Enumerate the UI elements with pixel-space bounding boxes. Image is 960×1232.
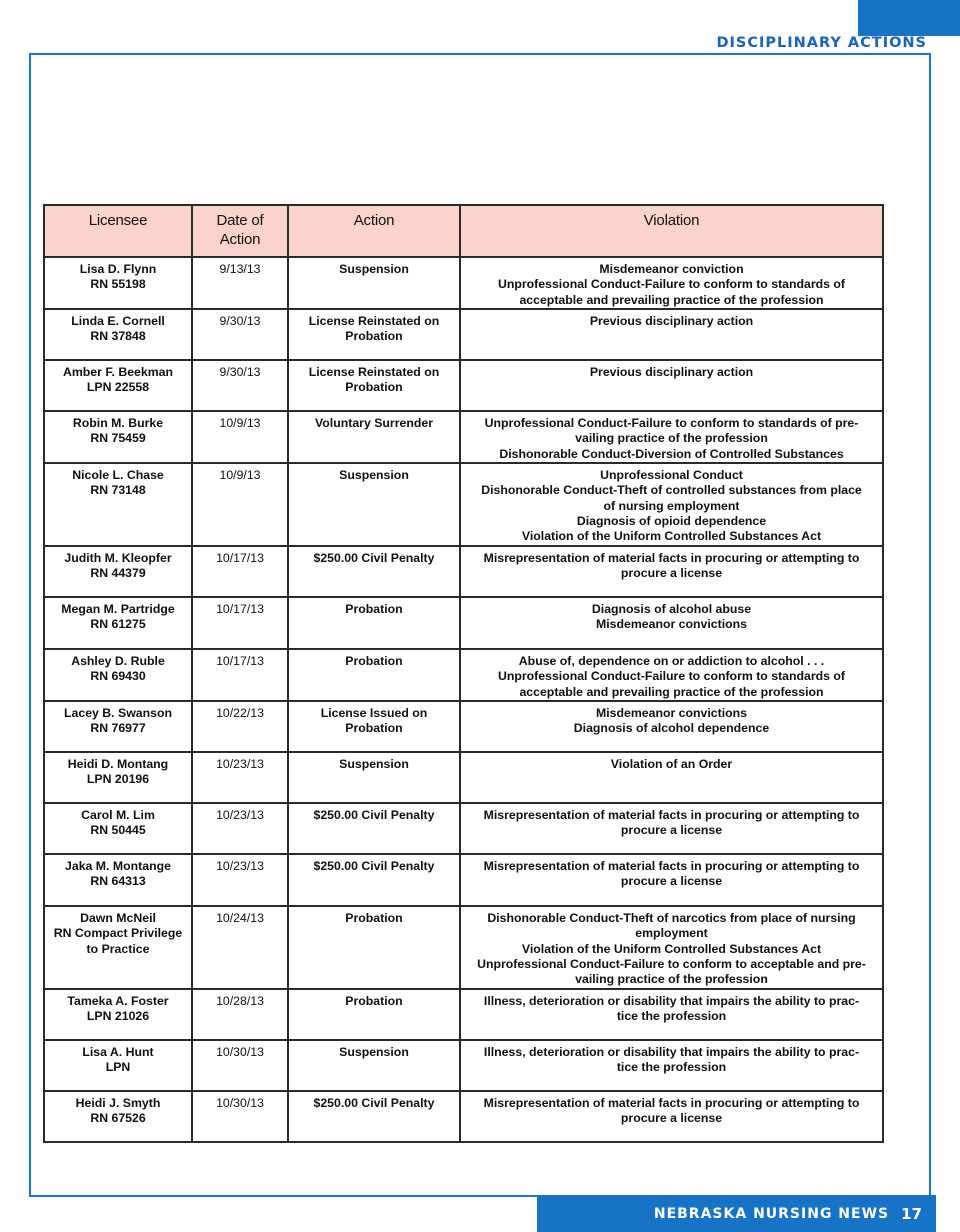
violation-cell-line: Illness, deterioration or disability that impairs the ability to prac-: [483, 1045, 860, 1059]
action-cell: [288, 701, 460, 752]
date-cell: 10/24/13: [192, 906, 288, 989]
licensee-cell-line: Dawn McNeil: [80, 911, 156, 925]
date-cell: 10/17/13: [192, 649, 288, 701]
violation-cell: [460, 360, 883, 411]
action-cell-line: $250.00 Civil Penalty: [313, 859, 435, 873]
action-cell: [288, 597, 460, 649]
table-row: [44, 597, 883, 649]
licensee-cell: [44, 411, 192, 463]
violation-cell-line: Dishonorable Conduct-Theft of controlled substances from place: [481, 483, 862, 498]
violation-cell: [460, 257, 883, 309]
table-row: [44, 854, 883, 906]
action-cell-line: Probation: [345, 602, 403, 616]
licensee-cell: [44, 463, 192, 546]
licensee-cell: [44, 360, 192, 411]
licensee-cell: [44, 257, 192, 309]
violation-cell: [460, 989, 883, 1040]
violation-cell-line: acceptable and prevailing practice of the profession: [519, 292, 824, 307]
action-cell-line: License Reinstated on: [308, 314, 440, 328]
violation-cell-line: Misrepresentation of material facts in procuring or attempting to: [483, 1096, 860, 1110]
action-cell: [288, 257, 460, 309]
violation-cell-line: Unprofessional Conduct-Failure to conform to standards of: [497, 669, 846, 684]
violation-cell-line: acceptable and prevailing practice of the profession: [519, 684, 824, 699]
action-cell-line: $250.00 Civil Penalty: [313, 1096, 435, 1110]
licensee-cell-line: to Practice: [86, 941, 150, 956]
publication-name: NEBRASKA NURSING NEWS: [653, 1205, 890, 1222]
action-cell: [288, 752, 460, 803]
column-header-violation: Violation: [460, 205, 883, 257]
licensee-cell-line: LPN: [105, 1060, 131, 1075]
violation-cell-line: Misdemeanor convictions: [595, 706, 747, 720]
table-row: [44, 411, 883, 463]
licensee-cell: [44, 752, 192, 803]
violation-cell-line: Violation of the Uniform Controlled Substances Act: [521, 529, 822, 544]
table-row: [44, 309, 883, 360]
action-cell-line: License Issued on: [320, 706, 428, 720]
violation-cell-line: Previous disciplinary action: [589, 365, 754, 379]
corner-accent-block: [858, 0, 960, 36]
licensee-cell-line: RN 44379: [90, 566, 146, 581]
licensee-cell-line: Lisa D. Flynn: [79, 262, 157, 276]
licensee-cell-line: Heidi J. Smyth: [75, 1096, 161, 1110]
footer-bar: [537, 1195, 936, 1232]
licensee-cell: [44, 1040, 192, 1091]
date-cell: 10/23/13: [192, 803, 288, 854]
column-header-date-line: Action: [219, 231, 261, 248]
violation-cell: [460, 463, 883, 546]
licensee-cell-line: Nicole L. Chase: [72, 468, 164, 482]
violation-cell-line: Diagnosis of alcohol abuse: [591, 602, 752, 616]
licensee-cell-line: Heidi D. Montang: [67, 757, 169, 771]
action-cell-line: Voluntary Surrender: [315, 416, 433, 430]
licensee-cell-line: Carol M. Lim: [81, 808, 155, 822]
violation-cell-line: Illness, deterioration or disability that impairs the ability to prac-: [483, 994, 860, 1008]
action-cell-line: Probation: [345, 380, 403, 395]
column-header-date: [192, 205, 288, 257]
violation-cell-line: of nursing employment: [603, 498, 740, 513]
action-cell-line: Suspension: [339, 262, 409, 276]
violation-cell-line: Misdemeanor conviction: [599, 262, 744, 276]
violation-cell-line: Misrepresentation of material facts in procuring or attempting to: [483, 808, 860, 822]
violation-cell: [460, 752, 883, 803]
disciplinary-actions-table: [43, 204, 884, 1143]
violation-cell-line: procure a license: [620, 874, 723, 889]
violation-cell-line: Diagnosis of opioid dependence: [576, 513, 767, 528]
section-title: DISCIPLINARY ACTIONS: [716, 35, 927, 51]
licensee-cell-line: RN 50445: [90, 823, 146, 838]
table-row: [44, 546, 883, 597]
licensee-cell-line: Megan M. Partridge: [61, 602, 175, 616]
column-header-licensee: Licensee: [44, 205, 192, 257]
date-cell: 10/23/13: [192, 854, 288, 906]
violation-cell: [460, 597, 883, 649]
violation-cell-line: Unprofessional Conduct-Failure to conform to standards of pre-: [484, 416, 859, 430]
date-cell: 10/30/13: [192, 1091, 288, 1142]
violation-cell: [460, 546, 883, 597]
licensee-cell-line: RN 61275: [90, 617, 146, 632]
date-cell: 10/17/13: [192, 597, 288, 649]
violation-cell-line: vailing practice of the profession: [575, 972, 768, 987]
violation-cell-line: procure a license: [620, 823, 723, 838]
table-body: [44, 257, 883, 1142]
violation-cell-line: Dishonorable Conduct-Diversion of Controlled Substances: [499, 446, 844, 461]
licensee-cell-line: RN 64313: [90, 874, 146, 889]
action-cell-line: $250.00 Civil Penalty: [313, 551, 435, 565]
licensee-cell: [44, 906, 192, 989]
violation-cell-line: Misdemeanor convictions: [595, 617, 747, 632]
date-cell: 9/30/13: [192, 309, 288, 360]
licensee-cell: [44, 1091, 192, 1142]
violation-cell-line: tice the profession: [616, 1009, 727, 1024]
table-row: [44, 752, 883, 803]
licensee-cell: [44, 597, 192, 649]
table-row: [44, 803, 883, 854]
violation-cell-line: employment: [635, 926, 708, 941]
violation-cell: [460, 649, 883, 701]
column-header-date-line: Date of: [216, 212, 264, 229]
action-cell-line: $250.00 Civil Penalty: [313, 808, 435, 822]
licensee-cell: [44, 546, 192, 597]
violation-cell: [460, 854, 883, 906]
licensee-cell: [44, 854, 192, 906]
date-cell: 10/22/13: [192, 701, 288, 752]
date-cell: 10/23/13: [192, 752, 288, 803]
licensee-cell-line: Lisa A. Hunt: [82, 1045, 154, 1059]
table-row: [44, 1040, 883, 1091]
violation-cell-line: Abuse of, dependence on or addiction to alcohol . . .: [518, 654, 825, 668]
licensee-cell-line: LPN 20196: [86, 772, 150, 787]
licensee-cell-line: RN 67526: [90, 1111, 146, 1126]
action-cell-line: License Reinstated on: [308, 365, 440, 379]
violation-cell-line: Diagnosis of alcohol dependence: [573, 721, 770, 736]
table-row: [44, 360, 883, 411]
action-cell: [288, 546, 460, 597]
licensee-cell-line: Ashley D. Ruble: [71, 654, 165, 668]
violation-cell-line: vailing practice of the profession: [575, 431, 768, 446]
licensee-cell-line: LPN 21026: [86, 1009, 150, 1024]
violation-cell: [460, 309, 883, 360]
date-cell: 10/17/13: [192, 546, 288, 597]
violation-cell-line: Misrepresentation of material facts in procuring or attempting to: [483, 859, 860, 873]
action-cell-line: Probation: [345, 911, 403, 925]
licensee-cell-line: RN 69430: [90, 669, 146, 684]
action-cell: [288, 1040, 460, 1091]
date-cell: 10/9/13: [192, 463, 288, 546]
licensee-cell-line: Linda E. Cornell: [71, 314, 165, 328]
violation-cell-line: procure a license: [620, 566, 723, 581]
licensee-cell: [44, 989, 192, 1040]
action-cell: [288, 411, 460, 463]
action-cell: [288, 463, 460, 546]
violation-cell: [460, 1091, 883, 1142]
date-cell: 10/28/13: [192, 989, 288, 1040]
action-cell-line: Suspension: [339, 468, 409, 482]
licensee-cell-line: Judith M. Kleopfer: [64, 551, 172, 565]
action-cell: [288, 1091, 460, 1142]
action-cell: [288, 309, 460, 360]
licensee-cell: [44, 649, 192, 701]
licensee-cell-line: RN 73148: [90, 483, 146, 498]
violation-cell-line: Previous disciplinary action: [589, 314, 754, 328]
table-row: [44, 701, 883, 752]
action-cell: [288, 649, 460, 701]
licensee-cell-line: Robin M. Burke: [72, 416, 164, 430]
action-cell: [288, 854, 460, 906]
action-cell: [288, 989, 460, 1040]
violation-cell-line: Unprofessional Conduct-Failure to conform to acceptable and pre-: [477, 956, 866, 971]
table-header-row: [44, 205, 883, 257]
table-row: [44, 649, 883, 701]
table-row: [44, 989, 883, 1040]
licensee-cell-line: RN 55198: [90, 277, 146, 292]
licensee-cell-line: RN Compact Privilege: [53, 926, 183, 941]
action-cell: [288, 360, 460, 411]
violation-cell-line: procure a license: [620, 1111, 723, 1126]
licensee-cell: [44, 309, 192, 360]
licensee-cell-line: Tameka A. Foster: [67, 994, 169, 1008]
violation-cell-line: Dishonorable Conduct-Theft of narcotics from place of nursing: [487, 911, 856, 925]
licensee-cell-line: RN 75459: [90, 431, 146, 446]
table-row: [44, 463, 883, 546]
licensee-cell-line: RN 76977: [90, 721, 146, 736]
page-frame-right-rule: [929, 53, 931, 1197]
violation-cell-line: Misrepresentation of material facts in procuring or attempting to: [483, 551, 860, 565]
violation-cell-line: Violation of the Uniform Controlled Substances Act: [521, 941, 822, 956]
action-cell-line: Probation: [345, 654, 403, 668]
violation-cell: [460, 906, 883, 989]
licensee-cell-line: LPN 22558: [86, 380, 150, 395]
date-cell: 10/30/13: [192, 1040, 288, 1091]
violation-cell: [460, 1040, 883, 1091]
action-cell: [288, 803, 460, 854]
violation-cell-line: Unprofessional Conduct: [600, 468, 743, 482]
licensee-cell: [44, 803, 192, 854]
action-cell-line: Probation: [345, 329, 403, 344]
licensee-cell-line: Jaka M. Montange: [65, 859, 171, 873]
column-header-action: Action: [288, 205, 460, 257]
violation-cell-line: Violation of an Order: [610, 757, 733, 771]
date-cell: 10/9/13: [192, 411, 288, 463]
licensee-cell: [44, 701, 192, 752]
action-cell-line: Probation: [345, 994, 403, 1008]
violation-cell-line: tice the profession: [616, 1060, 727, 1075]
licensee-cell-line: Amber F. Beekman: [62, 365, 174, 379]
action-cell-line: Suspension: [339, 757, 409, 771]
action-cell-line: Probation: [345, 721, 403, 736]
date-cell: 9/13/13: [192, 257, 288, 309]
violation-cell: [460, 411, 883, 463]
table-row: [44, 1091, 883, 1142]
violation-cell: [460, 803, 883, 854]
action-cell-line: Suspension: [339, 1045, 409, 1059]
action-cell: [288, 906, 460, 989]
violation-cell: [460, 701, 883, 752]
licensee-cell-line: Lacey B. Swanson: [64, 706, 172, 720]
page-number: 17: [901, 1204, 922, 1223]
date-cell: 9/30/13: [192, 360, 288, 411]
table-row: [44, 906, 883, 989]
table-row: [44, 257, 883, 309]
licensee-cell-line: RN 37848: [90, 329, 146, 344]
violation-cell-line: Unprofessional Conduct-Failure to conform to standards of: [497, 277, 846, 292]
